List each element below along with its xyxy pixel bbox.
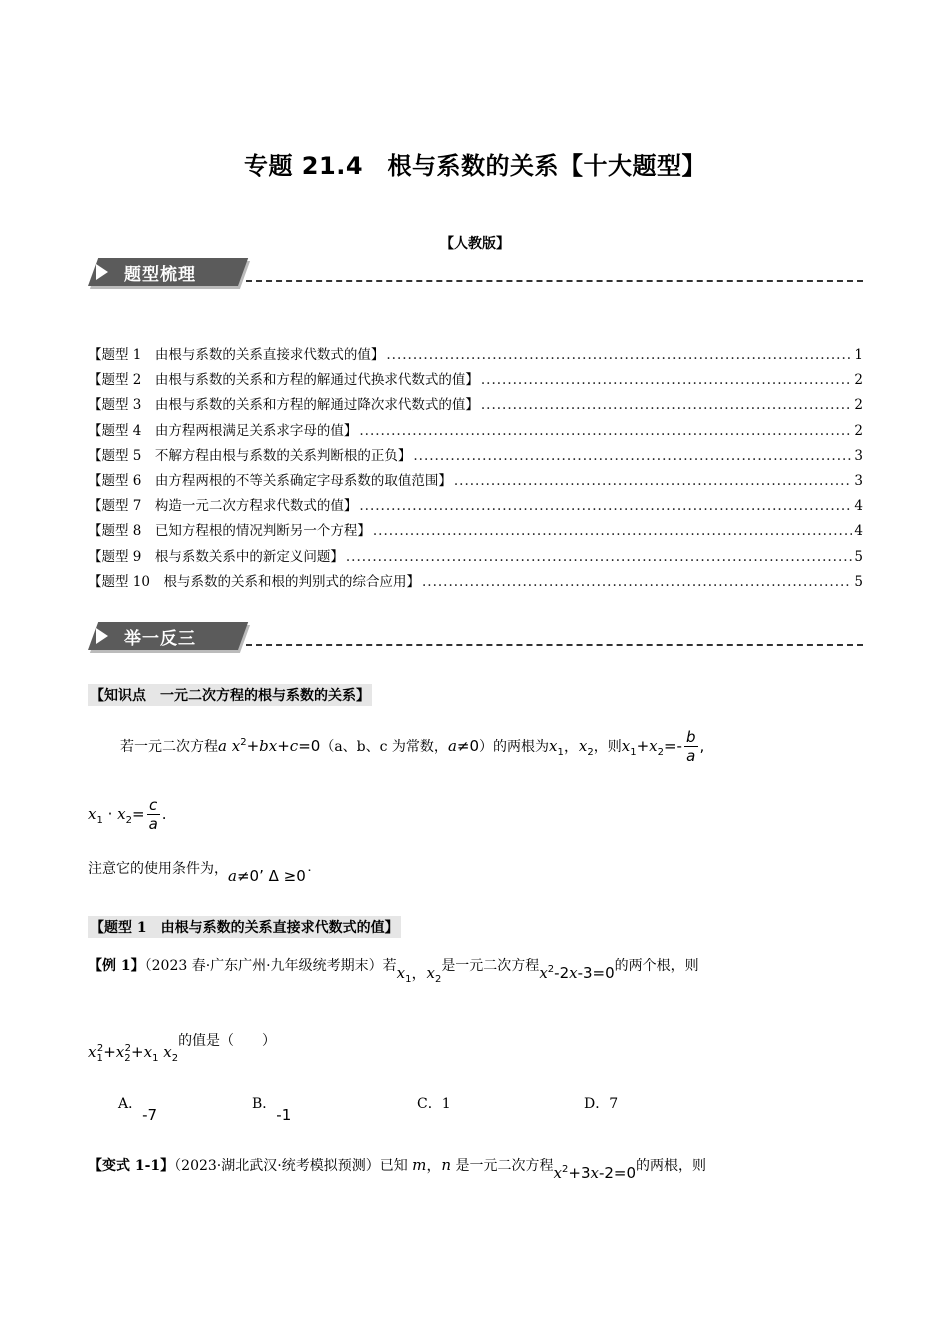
- usage-condition: [88, 858, 314, 885]
- example-label: 【例 1】: [88, 958, 145, 974]
- expression-math: $x_1^2+x_2^2+x_1$ $x_2$: [88, 1043, 179, 1064]
- product-formula: $x_1 \cdot x_2=$ $\frac{c}{a}$ .: [88, 796, 167, 833]
- note-text: 注意它的使用条件为，: [88, 861, 228, 877]
- condition-math: a≠0’ Δ ≥0˙: [228, 867, 314, 885]
- option-letter: D．: [584, 1096, 610, 1112]
- section-banner-practice: [88, 622, 863, 658]
- leader-dots: [359, 494, 852, 519]
- edition-label: 【人教版】: [440, 236, 510, 252]
- quadratic-equation: a $x^2+bx+c=0$: [218, 737, 321, 755]
- toc-page: 4: [854, 498, 863, 515]
- option-b[interactable]: [252, 1093, 292, 1124]
- variant-equation: $x^2+3x-2=0$: [553, 1164, 637, 1182]
- toc-page: 3: [854, 473, 863, 490]
- example-roots: $x_1$，$x_2$: [396, 964, 442, 985]
- toc-label: 【题型 9 根与系数关系中的新定义问题】: [88, 548, 344, 565]
- toc-item[interactable]: [88, 444, 863, 469]
- example-equation: $x^2-2x-3=0$: [539, 964, 615, 982]
- play-icon: [96, 628, 108, 644]
- statement-text: ，则: [593, 739, 622, 755]
- statement-text: ）的两根为: [479, 739, 550, 755]
- toc-item[interactable]: [88, 519, 863, 544]
- toc-label: 【题型 4 由方程两根满足关系求字母的值】: [88, 422, 358, 439]
- banner-label: 题型梳理: [124, 265, 196, 285]
- toc-label: 【题型 8 已知方程根的情况判断另一个方程】: [88, 523, 371, 540]
- knowledge-heading: 【知识点 一元二次方程的根与系数的关系】: [88, 684, 372, 706]
- toc-page: 1: [854, 347, 863, 363]
- sum-formula: $x_1+x_2=-$ $\frac{b}{a}$ ,: [621, 728, 705, 765]
- toc-item[interactable]: [88, 545, 863, 570]
- page-title: 专题 21.4 根与系数的关系【十大题型】: [243, 152, 707, 180]
- play-icon: [96, 264, 108, 280]
- dashed-divider: [246, 644, 863, 646]
- toc-page: 5: [854, 573, 863, 590]
- toc-label: 【题型 5 不解方程由根与系数的关系判断根的正负】: [88, 447, 412, 464]
- toc-item[interactable]: [88, 469, 863, 494]
- variant-label: 【变式 1-1】: [88, 1158, 175, 1174]
- leader-dots: [481, 393, 853, 418]
- example-text: （2023 春·广东广州·九年级统考期末）若: [144, 958, 397, 974]
- leader-dots: [413, 444, 852, 469]
- leader-dots: [386, 343, 852, 368]
- leader-dots: [359, 419, 852, 444]
- knowledge-statement: [120, 728, 704, 765]
- toc-label: 【题型 7 构造一元二次方程求代数式的值】: [88, 498, 358, 515]
- section-banner-toc: [88, 258, 863, 294]
- option-a[interactable]: [118, 1093, 158, 1124]
- variant-text: 是一元二次方程: [455, 1158, 554, 1174]
- option-value: 7: [609, 1096, 619, 1112]
- toc-page: 4: [854, 523, 863, 540]
- option-letter: B．: [252, 1096, 277, 1112]
- option-value: -7: [142, 1106, 158, 1124]
- table-of-contents: [88, 343, 863, 595]
- toc-page: 3: [854, 447, 863, 464]
- toc-label: 【题型 1 由根与系数的关系直接求代数式的值】: [88, 347, 385, 363]
- toc-label: 【题型 10 根与系数的关系和根的判别式的综合应用】: [88, 573, 420, 590]
- toc-item[interactable]: [88, 393, 863, 418]
- toc-label: 【题型 6 由方程两根的不等关系确定字母系数的取值范围】: [88, 473, 452, 490]
- option-value: 1: [441, 1096, 451, 1112]
- toc-label: 【题型 2 由根与系数的关系和方程的解通过代换求代数式的值】: [88, 372, 479, 389]
- toc-page: 5: [854, 548, 863, 565]
- toc-item[interactable]: [88, 343, 863, 368]
- toc-item[interactable]: [88, 419, 863, 444]
- a-nonzero: a≠0: [447, 737, 480, 755]
- example-text: 的两个根，则: [614, 958, 699, 974]
- leader-dots: [373, 519, 853, 544]
- example-1-expression: [88, 1030, 277, 1064]
- option-letter: A．: [118, 1096, 143, 1112]
- statement-text: （a、b、c 为常数，: [320, 739, 448, 755]
- variant-text: 的两根，则: [636, 1158, 707, 1174]
- variant-1-1: [88, 1154, 707, 1182]
- example-text: 的值是（ ）: [178, 1033, 277, 1049]
- banner-label: 举一反三: [124, 629, 196, 649]
- toc-item[interactable]: [88, 570, 863, 595]
- leader-dots: [422, 570, 852, 595]
- toc-item[interactable]: [88, 494, 863, 519]
- example-1: [88, 954, 699, 985]
- option-value: -1: [276, 1106, 292, 1124]
- toc-label: 【题型 3 由根与系数的关系和方程的解通过降次求代数式的值】: [88, 397, 479, 414]
- option-c[interactable]: [417, 1093, 451, 1113]
- roots: $x_1$，$x_2$: [549, 737, 594, 758]
- toc-page: 2: [854, 422, 863, 439]
- option-d[interactable]: [584, 1093, 618, 1113]
- option-letter: C．: [417, 1096, 442, 1112]
- toc-page: 2: [854, 372, 863, 389]
- leader-dots: [454, 469, 853, 494]
- example-text: 是一元二次方程: [441, 958, 540, 974]
- variant-vars: m，n: [412, 1156, 452, 1174]
- dashed-divider: [246, 280, 863, 282]
- toc-page: 2: [854, 397, 863, 414]
- type1-heading: 【题型 1 由根与系数的关系直接求代数式的值】: [88, 916, 401, 938]
- statement-text: 若一元二次方程: [120, 739, 218, 755]
- variant-text: （2023·湖北武汉·统考模拟预测）已知: [174, 1158, 408, 1174]
- toc-item[interactable]: [88, 368, 863, 393]
- leader-dots: [481, 368, 853, 393]
- leader-dots: [346, 545, 853, 570]
